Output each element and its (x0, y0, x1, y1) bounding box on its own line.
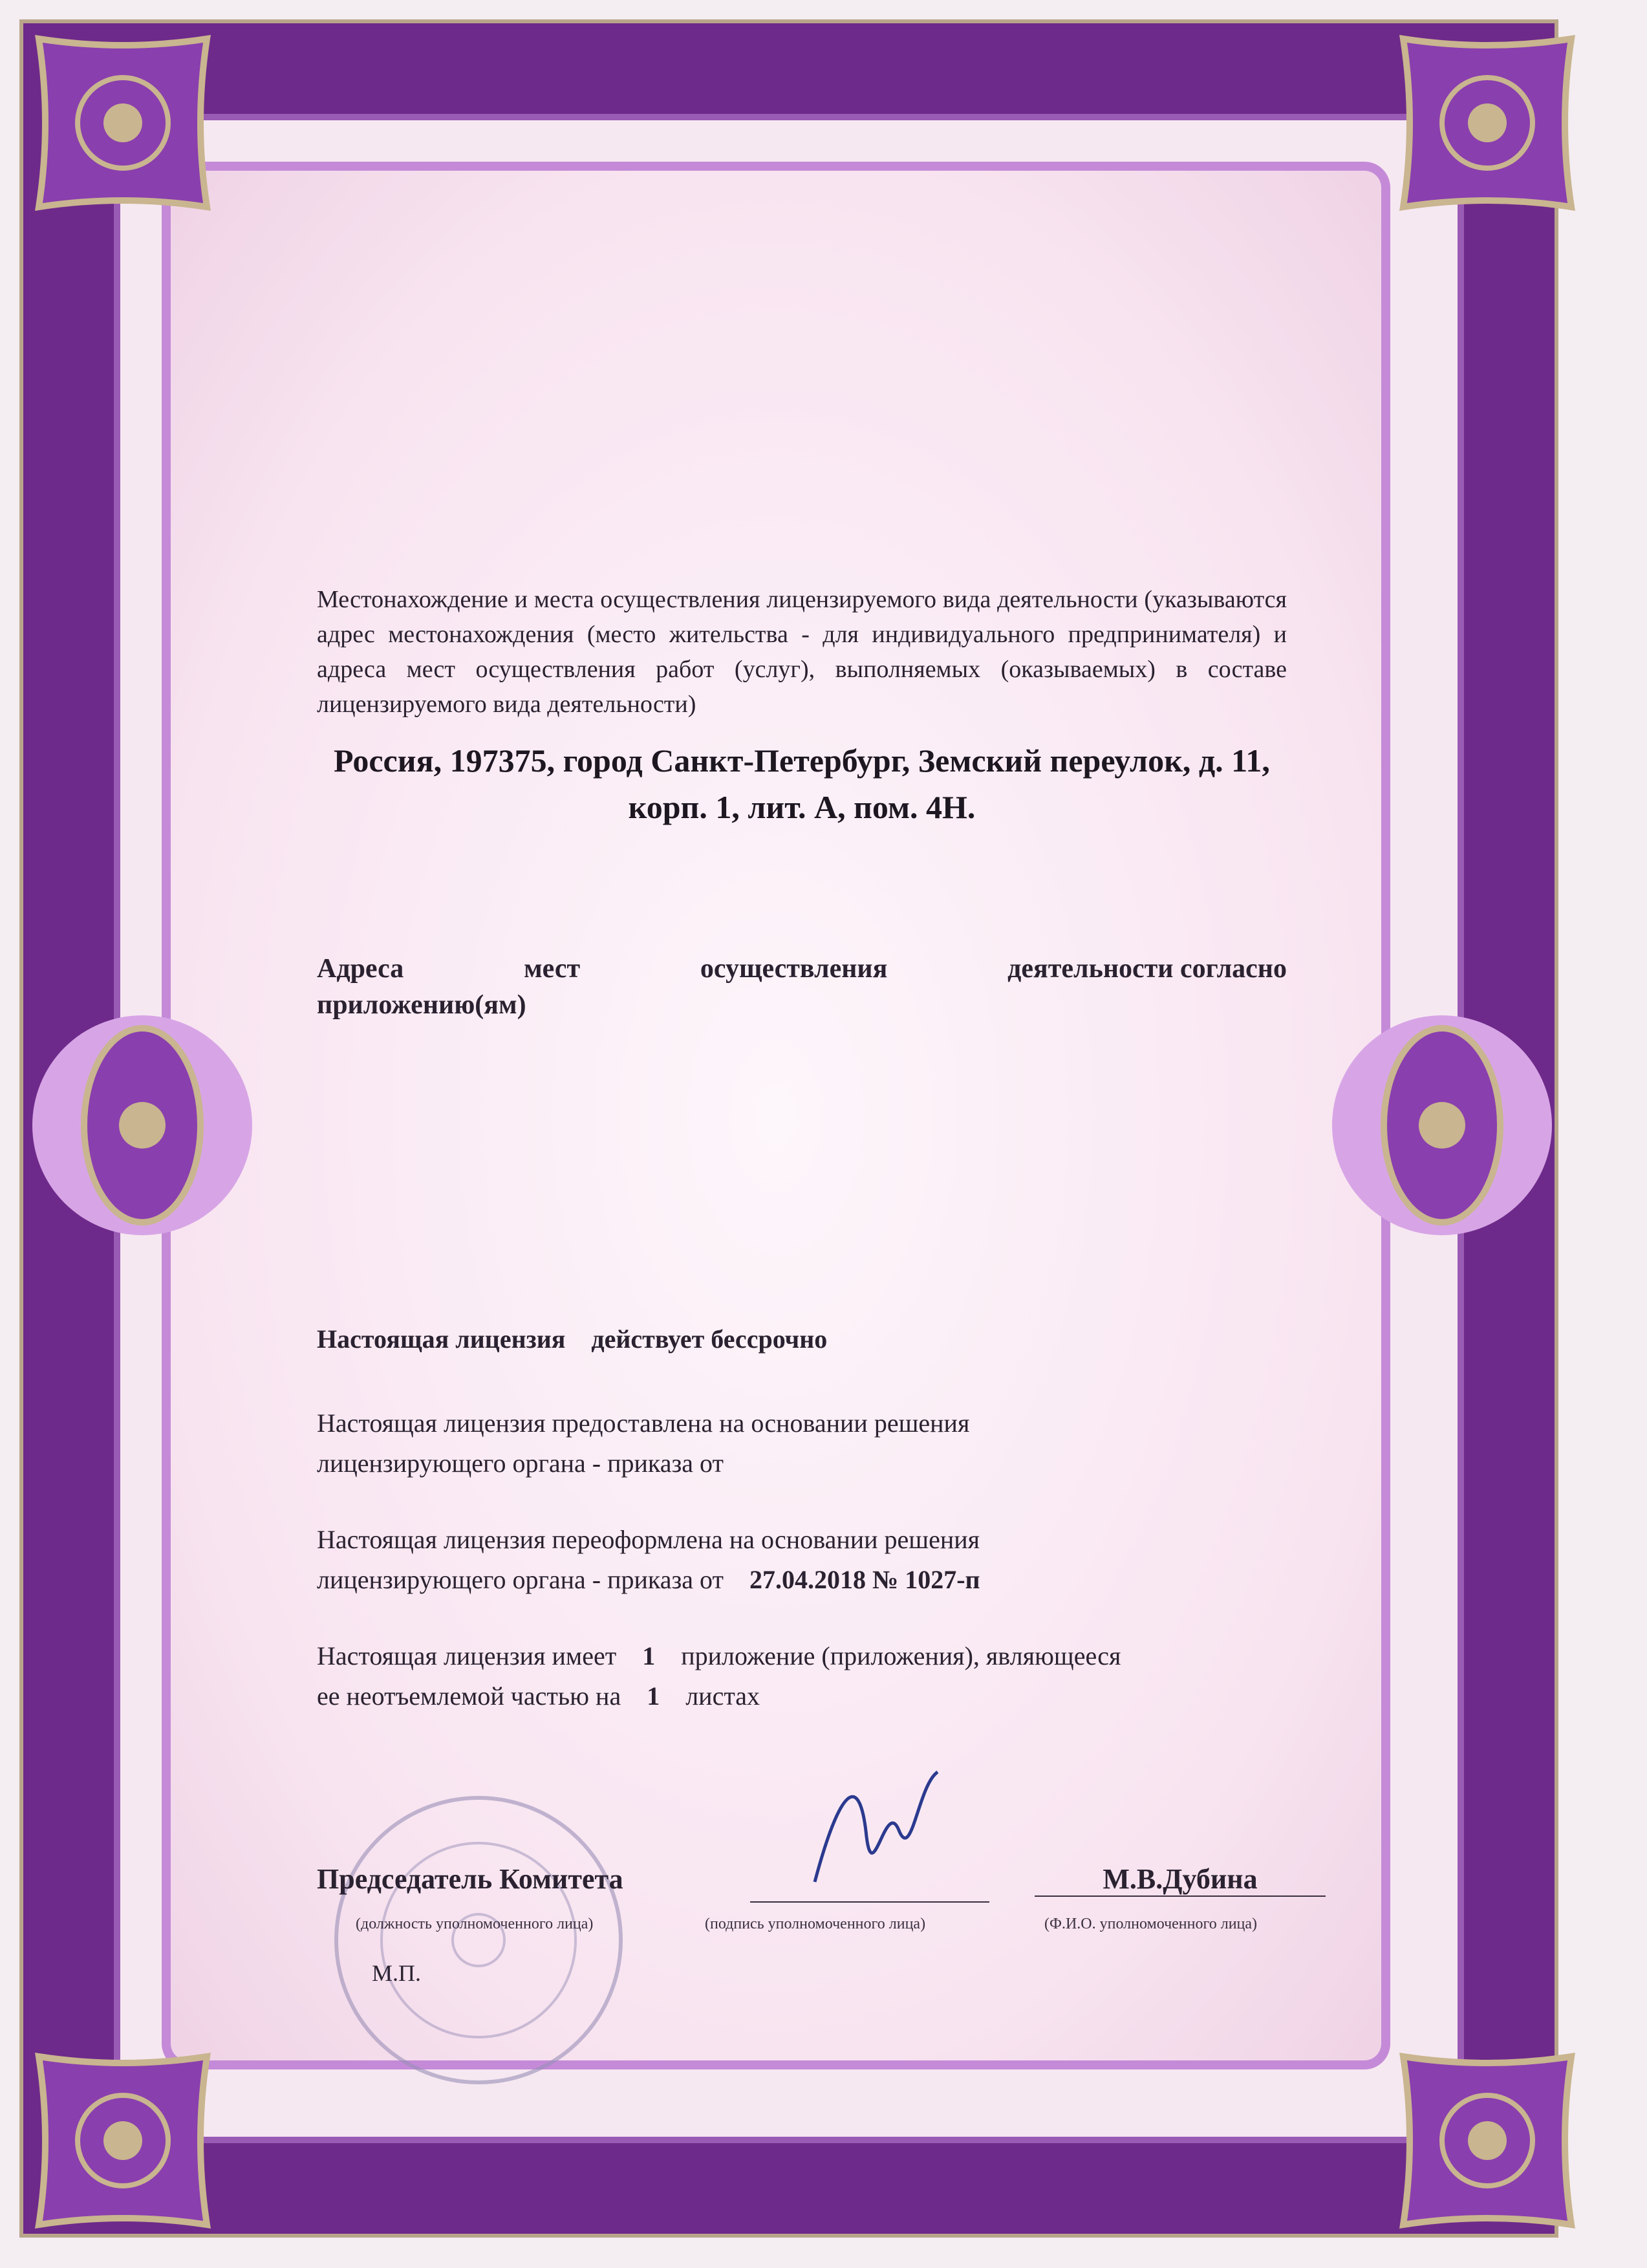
location-label (317, 582, 1287, 722)
appendix-info (317, 1636, 1351, 1716)
addresses-word-2: мест (524, 954, 581, 984)
corner-ornament-top-left (26, 26, 220, 220)
addresses-word-4: деятельности согласно (1007, 954, 1287, 984)
stamp-place-label: М.П. (372, 1960, 422, 1986)
address-line-2: корп. 1, лит. А, пом. 4Н. (628, 789, 976, 825)
addresses-line-2: приложению(ям) (317, 990, 526, 1020)
appendix-sheets-count: 1 (647, 1681, 660, 1711)
appendix-count: 1 (642, 1641, 656, 1670)
reissued-order-number: 27.04.2018 № 1027-п (749, 1565, 980, 1594)
name-caption: (Ф.И.О. уполномоченного лица) (1044, 1916, 1258, 1932)
location-address (233, 737, 1371, 830)
address-line-1: Россия, 197375, город Санкт-Петербург, Земский переулок, д. 11, (334, 742, 1270, 779)
corner-ornament-top-right (1390, 26, 1584, 220)
appendix-line-2-end: листах (685, 1681, 760, 1711)
addresses-word-1: Адреса (317, 954, 404, 984)
rosette-ornament-left (26, 1009, 259, 1242)
reissued-line-2: лицензирующего органа - приказа от (317, 1565, 724, 1594)
corner-ornament-bottom-right (1390, 2044, 1584, 2238)
granted-line-1: Настоящая лицензия предоставлена на основании решения (317, 1409, 970, 1438)
signature-caption: (подпись уполномоченного лица) (705, 1916, 926, 1932)
signatory-name: М.В.Дубина (1035, 1863, 1326, 1897)
validity-line (317, 1319, 1351, 1359)
appendix-line-2-start: ее неотъемлемой частью на (317, 1681, 621, 1711)
signature-line (750, 1901, 989, 1903)
document-field (162, 162, 1390, 2069)
reissued-basis (317, 1520, 1351, 1600)
granted-line-2: лицензирующего органа - приказа от (317, 1449, 724, 1478)
validity-label: Настоящая лицензия (317, 1324, 566, 1354)
granted-basis (317, 1403, 1351, 1484)
validity-value: действует бессрочно (591, 1324, 828, 1354)
addresses-word-3: осуществления (700, 954, 888, 984)
corner-ornament-bottom-left (26, 2044, 220, 2238)
reissued-line-1: Настоящая лицензия переоформлена на основании решения (317, 1525, 980, 1554)
signatory-position: Председатель Комитета (317, 1863, 623, 1895)
rosette-ornament-right (1326, 1009, 1558, 1242)
appendix-addresses-label (317, 951, 1287, 1023)
location-label-text: Местонахождение и места осуществления лицензируемого вида деятельности (указываются адрес местонахождения (место жительства - для индивидуального предпринимателя) и адреса мест осуществления работ (услуг), выполняемых (оказываемых) в составе лицензируемого вида деятельности) (317, 586, 1287, 718)
position-caption: (должность уполномоченного лица) (356, 1916, 594, 1932)
appendix-line-1-start: Настоящая лицензия имеет (317, 1641, 617, 1670)
appendix-line-1-end: приложение (приложения), являющееся (681, 1641, 1121, 1670)
signature-row (0, 1863, 1647, 1953)
